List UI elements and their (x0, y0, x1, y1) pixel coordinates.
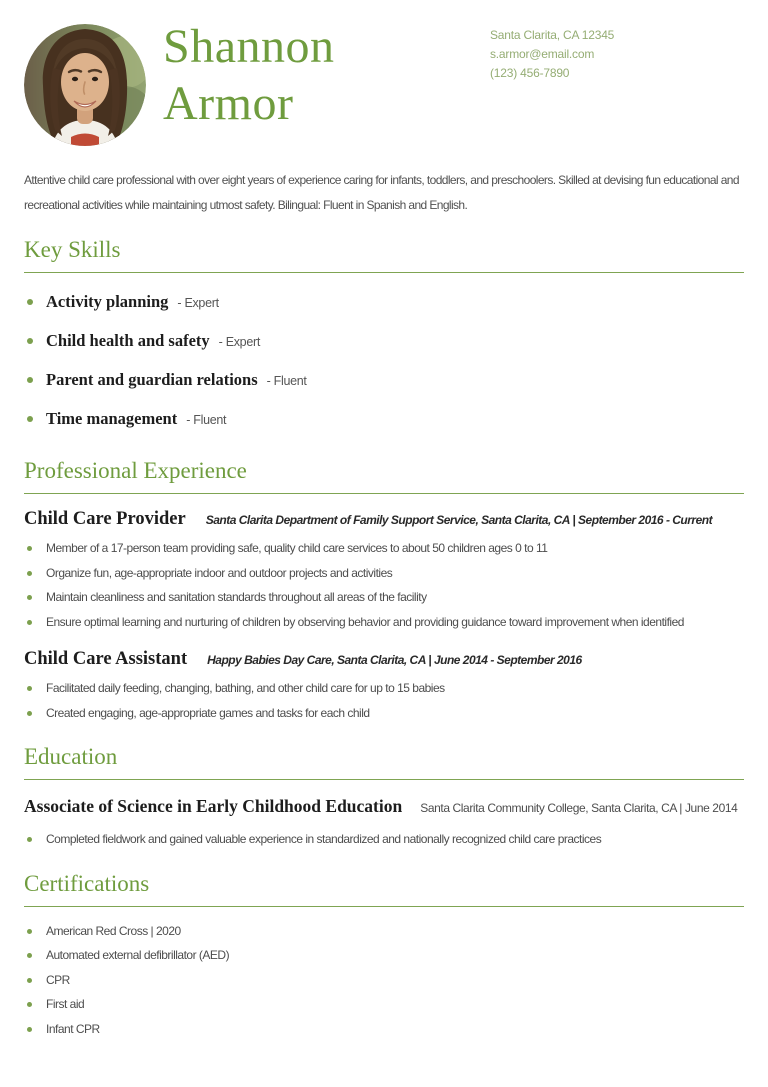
job-bullet-list (24, 676, 744, 725)
section-title-certifications: Certifications (24, 870, 744, 907)
bullet-icon (27, 595, 32, 600)
list-item-text: Maintain cleanliness and sanitation standards throughout all areas of the facility (46, 590, 427, 604)
job-details: Happy Babies Day Care, Santa Clarita, CA | June 2014 - September 2016 (207, 653, 582, 667)
list-item-text: Created engaging, age-appropriate games and tasks for each child (46, 705, 370, 720)
bullet-icon (27, 546, 32, 551)
bullet-icon (27, 338, 33, 344)
person-name (163, 18, 335, 132)
skill-name: Parent and guardian relations (46, 370, 258, 389)
bullet-icon (27, 929, 32, 934)
job-entry (24, 649, 744, 725)
summary-paragraph: Attentive child care professional with over eight years of experience caring for infants, toddlers, and preschoolers. Skilled at devising fun educational and recreational activities while maintaining utmost safety. Bilingual: Fluent in Spanish and English. (24, 173, 739, 212)
bullet-icon (27, 377, 33, 383)
school-details: Santa Clarita Community College, Santa Clarita, CA | June 2014 (420, 801, 738, 815)
list-item (24, 676, 744, 701)
skill-item (24, 283, 744, 322)
bullet-icon (27, 620, 32, 625)
bullet-icon (27, 1002, 32, 1007)
bullet-icon (27, 686, 32, 691)
name-first: Shannon (163, 20, 335, 73)
bullet-icon (27, 571, 32, 576)
job-bullet-list (24, 536, 744, 634)
skill-level: - Fluent (266, 374, 307, 388)
job-title: Child Care Assistant (24, 649, 188, 669)
key-skills-list (24, 283, 744, 439)
list-item-text: CPR (46, 972, 70, 987)
list-item (24, 968, 744, 993)
list-item (24, 701, 744, 726)
bullet-icon (27, 1027, 32, 1032)
list-item (24, 561, 744, 586)
bullet-icon (27, 837, 32, 842)
list-item-text: Completed fieldwork and gained valuable experience in standardized and nationally recognized child care practices (46, 832, 602, 846)
list-item (24, 919, 744, 944)
education-bullet-list (24, 827, 744, 852)
bullet-icon (27, 299, 33, 305)
section-title-key-skills: Key Skills (24, 236, 744, 273)
job-title: Child Care Provider (24, 509, 186, 529)
list-item-text: Facilitated daily feeding, changing, bathing, and other child care for up to 15 babies (46, 681, 445, 695)
list-item-text: American Red Cross | 2020 (46, 923, 181, 938)
portrait-illustration (24, 24, 146, 146)
section-title-experience: Professional Experience (24, 457, 744, 494)
list-item-text: Ensure optimal learning and nurturing of children by observing behavior and providing guidance toward improvement when identified (46, 614, 684, 629)
job-heading (24, 649, 744, 670)
list-item (24, 943, 744, 968)
name-last: Armor (163, 77, 294, 130)
list-item-text: Infant CPR (46, 1021, 100, 1036)
contact-location: Santa Clarita, CA 12345 (490, 28, 615, 42)
bullet-icon (27, 978, 32, 983)
list-item (24, 536, 744, 561)
job-entry (24, 509, 744, 634)
skill-item (24, 361, 744, 400)
contact-email: s.armor@email.com (490, 47, 595, 61)
list-item-text: Member of a 17-person team providing safe, quality child care services to about 50 children ages 0 to 11 (46, 541, 548, 555)
contact-phone: (123) 456-7890 (490, 66, 570, 80)
skill-level: - Expert (177, 296, 219, 310)
skill-name: Time management (46, 409, 178, 428)
education-entry (24, 794, 744, 821)
bullet-icon (27, 953, 32, 958)
degree-name: Associate of Science in Early Childhood Education (24, 796, 403, 816)
resume-header (24, 20, 744, 146)
skill-item (24, 400, 744, 439)
bullet-icon (27, 416, 33, 422)
list-item-text: Organize fun, age-appropriate indoor and outdoor projects and activities (46, 565, 393, 580)
skill-level: - Fluent (186, 413, 227, 427)
experience-jobs (24, 509, 744, 725)
bullet-icon (27, 711, 32, 716)
list-item-text: Automated external defibrillator (AED) (46, 948, 230, 962)
list-item (24, 992, 744, 1017)
skill-name: Child health and safety (46, 331, 210, 350)
list-item (24, 1017, 744, 1042)
list-item (24, 585, 744, 610)
skill-name: Activity planning (46, 292, 169, 311)
job-details: Santa Clarita Department of Family Support Service, Santa Clarita, CA | September 2016 - Current (205, 513, 713, 527)
list-item-text: First aid (46, 997, 85, 1011)
contact-info (490, 24, 744, 83)
list-item (24, 827, 744, 852)
certifications-list (24, 919, 744, 1042)
skill-level: - Expert (218, 335, 261, 349)
list-item (24, 610, 744, 635)
section-title-education: Education (24, 743, 744, 780)
job-heading (24, 509, 744, 530)
skill-item (24, 322, 744, 361)
profile-photo (24, 24, 146, 146)
